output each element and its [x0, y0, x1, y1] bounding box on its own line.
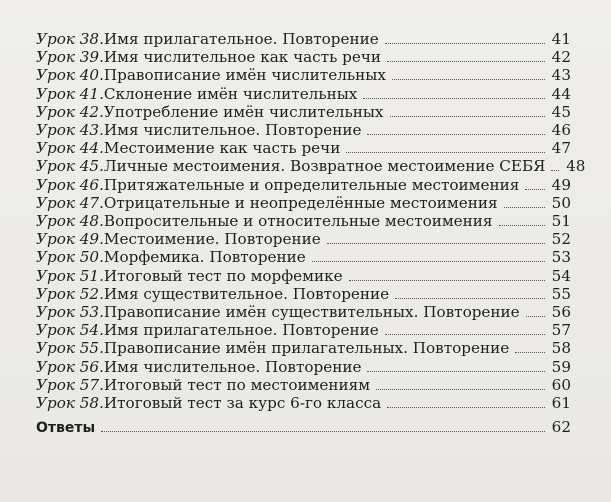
answers-label: Ответы	[36, 420, 96, 436]
page-number: 54	[551, 266, 571, 285]
lesson-label: Урок 53.	[36, 303, 104, 322]
lesson-label: Урок 54.	[36, 321, 104, 340]
lesson-title: Вопросительные и относительные местоимения	[103, 212, 493, 231]
toc-entry	[36, 321, 571, 339]
lesson-title: Имя прилагательное. Повторение	[103, 30, 379, 48]
toc-entry	[36, 157, 586, 176]
dot-leader	[385, 334, 545, 335]
lesson-word: Урок	[36, 339, 75, 358]
dot-leader	[387, 61, 545, 62]
page-number: 49	[551, 175, 571, 194]
page-number: 59	[551, 357, 571, 376]
lesson-label: Урок 38.	[36, 30, 104, 48]
dot-leader	[385, 43, 545, 44]
dot-leader	[499, 225, 546, 226]
lesson-title: Правописание имён числительных	[103, 66, 386, 85]
lesson-title: Притяжательные и определительные местоимения	[103, 175, 520, 194]
lesson-title: Имя прилагательное. Повторение	[103, 321, 379, 340]
lesson-word: Урок	[36, 375, 75, 394]
toc-entry	[36, 394, 571, 412]
lesson-title: Итоговый тест по местоимениям	[103, 375, 371, 394]
dot-leader	[376, 389, 545, 390]
page-number: 46	[551, 121, 571, 140]
lesson-title: Имя числительное. Повторение	[103, 357, 362, 376]
lesson-number: 57	[79, 375, 100, 394]
page-number: 58	[551, 339, 571, 358]
dot-leader	[551, 170, 559, 171]
lesson-label: Урок 55.	[36, 339, 104, 358]
lesson-number: 40	[79, 66, 100, 85]
lesson-label: Урок 46.	[36, 175, 104, 194]
dot-leader	[395, 298, 545, 299]
lesson-number: 44	[79, 139, 100, 158]
toc-entry	[36, 230, 571, 248]
lesson-label: Урок 47.	[36, 193, 104, 212]
lesson-title: Имя числительное. Повторение	[103, 121, 362, 140]
toc-entry	[36, 66, 571, 84]
page-number: 55	[551, 284, 571, 303]
toc-entry	[36, 103, 571, 121]
dot-leader	[526, 316, 545, 317]
dot-leader	[327, 243, 545, 244]
lesson-label: Урок 48.	[36, 212, 104, 231]
lesson-word: Урок	[36, 139, 75, 158]
table-of-contents	[36, 30, 586, 413]
lesson-label: Урок 43.	[36, 121, 104, 140]
lesson-title: Итоговый тест за курс 6-го класса	[103, 394, 382, 413]
toc-entry	[36, 248, 571, 266]
lesson-word: Урок	[36, 303, 75, 322]
lesson-title: Склонение имён числительных	[103, 84, 358, 103]
lesson-title: Местоимение как часть речи	[103, 139, 341, 158]
lesson-title: Имя существительное. Повторение	[103, 284, 390, 303]
lesson-number: 42	[79, 102, 100, 121]
lesson-label: Урок 40.	[36, 66, 104, 85]
dot-leader	[525, 189, 545, 190]
lesson-number: 38	[79, 30, 100, 48]
dot-leader	[312, 261, 545, 262]
toc-entry	[36, 139, 571, 157]
lesson-title: Отрицательные и неопределённые местоимения	[103, 193, 498, 212]
lesson-title: Личные местоимения. Возвратное местоимение СЕБЯ	[103, 157, 546, 176]
lesson-title: Правописание имён прилагательных. Повторение	[103, 339, 510, 358]
lesson-word: Урок	[36, 48, 75, 67]
dot-leader	[101, 431, 545, 432]
toc-entry	[36, 85, 571, 103]
page-number: 41	[551, 30, 571, 48]
lesson-word: Урок	[36, 121, 75, 140]
page-number: 56	[551, 303, 571, 322]
page-number: 45	[551, 102, 571, 121]
toc-entry	[36, 303, 571, 321]
toc-entry	[36, 30, 571, 48]
lesson-label: Урок 42.	[36, 102, 104, 121]
dot-leader	[367, 371, 545, 372]
lesson-label: Урок 57.	[36, 375, 104, 394]
dot-leader	[392, 79, 545, 80]
toc-entry	[36, 285, 571, 303]
lesson-word: Урок	[36, 321, 75, 340]
toc-entry	[36, 339, 571, 357]
lesson-label: Урок 49.	[36, 230, 104, 249]
toc-entry	[36, 121, 571, 139]
lesson-title: Местоимение. Повторение	[103, 230, 321, 249]
lesson-number: 52	[79, 284, 100, 303]
lesson-number: 53	[79, 303, 100, 322]
lesson-label: Урок 39.	[36, 48, 104, 67]
lesson-word: Урок	[36, 357, 75, 376]
lesson-label: Урок 58.	[36, 394, 104, 413]
toc-entry	[36, 194, 571, 212]
answers-page-number: 62	[551, 418, 571, 436]
answers-entry	[36, 418, 571, 437]
lesson-title: Имя числительное как часть речи	[103, 48, 382, 67]
lesson-title: Итоговый тест по морфемике	[103, 266, 343, 285]
lesson-label: Урок 56.	[36, 357, 104, 376]
lesson-word: Урок	[36, 284, 75, 303]
lesson-word: Урок	[36, 175, 75, 194]
page-number: 57	[551, 321, 571, 340]
lesson-number: 49	[79, 230, 100, 249]
lesson-label: Урок 51.	[36, 266, 104, 285]
lesson-label: Урок 44.	[36, 139, 104, 158]
lesson-number: 43	[79, 121, 100, 140]
lesson-word: Урок	[36, 212, 75, 231]
dot-leader	[504, 207, 545, 208]
lesson-number: 46	[79, 175, 100, 194]
dot-leader	[387, 407, 545, 408]
lesson-number: 45	[79, 157, 100, 176]
page-number: 53	[551, 248, 571, 267]
page-number: 43	[551, 66, 571, 85]
lesson-label: Урок 41.	[36, 84, 104, 103]
lesson-number: 41	[79, 84, 100, 103]
lesson-number: 54	[79, 321, 100, 340]
dot-leader	[390, 116, 546, 117]
toc-entry	[36, 176, 571, 194]
lesson-label: Урок 45.	[36, 157, 104, 176]
lesson-title: Правописание имён существительных. Повторение	[103, 303, 520, 322]
lesson-word: Урок	[36, 248, 75, 267]
lesson-number: 55	[79, 339, 100, 358]
dot-leader	[346, 152, 545, 153]
page-number: 47	[551, 139, 571, 158]
toc-entry	[36, 48, 571, 66]
lesson-word: Урок	[36, 102, 75, 121]
lesson-word: Урок	[36, 84, 75, 103]
lesson-number: 50	[79, 248, 100, 267]
toc-entry	[36, 358, 571, 376]
page-number: 50	[551, 193, 571, 212]
dot-leader	[349, 280, 545, 281]
dot-leader	[515, 352, 545, 353]
page-number: 44	[551, 84, 571, 103]
lesson-word: Урок	[36, 230, 75, 249]
lesson-word: Урок	[36, 66, 75, 85]
lesson-number: 39	[79, 48, 100, 67]
page-number: 60	[551, 375, 571, 394]
lesson-label: Урок 52.	[36, 284, 104, 303]
dot-leader	[367, 134, 545, 135]
toc-entry	[36, 212, 571, 230]
lesson-number: 47	[79, 193, 100, 212]
page-number: 61	[551, 394, 571, 413]
toc-entry	[36, 376, 571, 394]
lesson-title: Употребление имён числительных	[103, 102, 384, 121]
page-number: 48	[566, 157, 586, 176]
lesson-word: Урок	[36, 394, 75, 413]
lesson-number: 51	[79, 266, 100, 285]
page-number: 42	[551, 48, 571, 67]
page-number: 51	[551, 212, 571, 231]
lesson-number: 48	[79, 212, 100, 231]
lesson-word: Урок	[36, 157, 75, 176]
dot-leader	[363, 98, 545, 99]
lesson-word: Урок	[36, 193, 75, 212]
lesson-label: Урок 50.	[36, 248, 104, 267]
lesson-number: 56	[79, 357, 100, 376]
lesson-number: 58	[79, 394, 100, 413]
lesson-title: Морфемика. Повторение	[103, 248, 306, 267]
lesson-word: Урок	[36, 266, 75, 285]
toc-entry	[36, 267, 571, 285]
lesson-word: Урок	[36, 30, 75, 48]
page-number: 52	[551, 230, 571, 249]
